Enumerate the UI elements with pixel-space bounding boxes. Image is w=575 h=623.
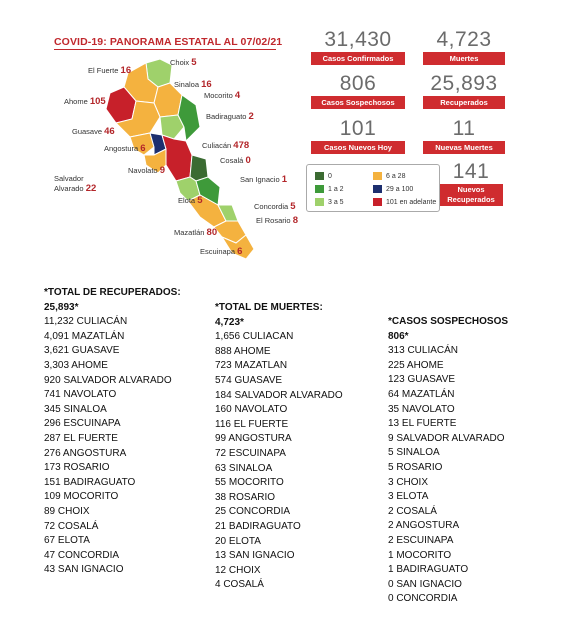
list-muertes-total: 4,723* xyxy=(215,316,244,328)
list-item: 63 SINALOA xyxy=(215,462,273,474)
map-label-el-rosario: El Rosario 8 xyxy=(256,215,298,226)
stat-sospechosos xyxy=(310,72,406,109)
list-item: 12 CHOIX xyxy=(215,564,261,576)
list-item: 3 CHOIX xyxy=(388,476,429,488)
list-item: 313 CULIACÁN xyxy=(388,345,459,357)
list-item: 574 GUASAVE xyxy=(215,374,283,386)
list-item: 47 CONCORDIA xyxy=(44,549,120,561)
list-sospechosos xyxy=(388,315,508,607)
stat-confirmados xyxy=(310,28,406,65)
list-item: 43 SAN IGNACIO xyxy=(44,564,124,576)
list-muertes xyxy=(215,301,343,593)
list-item: 2 COSALÁ xyxy=(388,505,437,517)
list-sospechosos-title: *CASOS SOSPECHOSOS xyxy=(388,316,509,327)
legend-swatch xyxy=(315,185,324,193)
map-label-el-fuerte: El Fuerte 16 xyxy=(88,65,132,76)
region-badiraguato xyxy=(178,95,200,141)
legend-swatch xyxy=(315,198,324,206)
list-item: 0 SAN IGNACIO xyxy=(388,578,462,590)
list-item: 741 NAVOLATO xyxy=(44,389,117,401)
legend-item: 101 en adelante xyxy=(373,198,436,206)
stat-nuevos-hoy-value: 101 xyxy=(339,117,377,140)
stat-nuevas-muertes-value: 11 xyxy=(452,117,476,140)
list-sospechosos-rows xyxy=(388,344,508,607)
list-item: 25 CONCORDIA xyxy=(215,506,291,518)
list-sospechosos-total: 806* xyxy=(388,330,409,342)
list-item: 151 BADIRAGUATO xyxy=(44,476,136,488)
stat-recuperados-label: Recuperados xyxy=(423,96,505,109)
stat-muertes-label: Muertes xyxy=(423,52,505,65)
list-item: 184 SALVADOR ALVARADO xyxy=(215,389,343,401)
list-item: 160 NAVOLATO xyxy=(215,404,288,416)
list-item: 99 ANGOSTURA xyxy=(215,433,292,445)
map-label-salvador-alvarado: Salvador xyxy=(54,174,84,183)
map-label-elota: Elota 5 xyxy=(178,195,203,206)
list-item: 89 CHOIX xyxy=(44,505,90,517)
list-item: 4 COSALÁ xyxy=(215,579,264,591)
stat-recuperados-value: 25,893 xyxy=(430,72,498,95)
list-item: 0 CONCORDIA xyxy=(388,593,458,605)
map-label-guasave: Guasave 46 xyxy=(72,126,115,137)
stat-nuevos-recuperados xyxy=(436,160,506,206)
region-cosala xyxy=(190,155,208,181)
list-item: 35 NAVOLATO xyxy=(388,403,455,415)
stat-sospechosos-label: Casos Sospechosos xyxy=(311,96,405,109)
list-item: 116 EL FUERTE xyxy=(215,418,289,430)
list-item: 38 ROSARIO xyxy=(215,491,276,503)
map-label-culiacan: Culiacán 478 xyxy=(202,140,250,151)
list-recuperados-rows xyxy=(44,315,181,578)
list-item: 173 ROSARIO xyxy=(44,462,110,474)
list-item: 2 ESCUINAPA xyxy=(388,534,454,546)
stat-confirmados-label: Casos Confirmados xyxy=(311,52,405,65)
stat-nuevos-recuperados-value: 141 xyxy=(452,160,490,183)
list-item: 21 BADIRAGUATO xyxy=(215,520,301,532)
map-label-cosala: Cosalá 0 xyxy=(220,155,251,166)
legend-swatch xyxy=(373,185,382,193)
list-item: 11,232 CULIACÁN xyxy=(44,316,128,328)
list-item: 723 MAZATLAN xyxy=(215,360,288,372)
list-item: 64 MAZATLÁN xyxy=(388,388,455,400)
list-item: 225 AHOME xyxy=(388,359,444,371)
stat-nuevos-hoy-label: Casos Nuevos Hoy xyxy=(311,141,405,154)
list-item: 2 ANGOSTURA xyxy=(388,520,460,532)
list-item: 55 MOCORITO xyxy=(215,477,284,489)
list-item: 67 ELOTA xyxy=(44,535,90,547)
legend-swatch xyxy=(373,198,382,206)
stat-nuevas-muertes xyxy=(422,117,506,154)
title-underline xyxy=(54,49,276,50)
map-label-san-ignacio: San Ignacio 1 xyxy=(240,174,288,185)
map-label-angostura: Angostura 6 xyxy=(104,143,146,154)
list-item: 109 MOCORITO xyxy=(44,491,119,503)
map-label-sinaloa: Sinaloa 16 xyxy=(174,79,212,90)
legend-item: 6 a 28 xyxy=(373,172,405,180)
list-item: 287 EL FUERTE xyxy=(44,432,118,444)
legend-swatch xyxy=(373,172,382,180)
list-item: 3,621 GUASAVE xyxy=(44,345,120,357)
list-item: 920 SALVADOR ALVARADO xyxy=(44,374,172,386)
list-item: 1,656 CULIACAN xyxy=(215,331,294,343)
list-item: 345 SINALOA xyxy=(44,403,107,415)
list-item: 9 SALVADOR ALVARADO xyxy=(388,432,505,444)
map-legend xyxy=(306,164,440,212)
legend-item: 3 a 5 xyxy=(315,198,344,206)
map-label-choix: Choix 5 xyxy=(170,57,197,68)
stat-muertes xyxy=(422,28,506,65)
list-recuperados-total: 25,893* xyxy=(44,301,79,313)
map-label-salvador-alvarado-line2: Alvarado 22 xyxy=(54,183,97,194)
list-item: 1 MOCORITO xyxy=(388,549,452,561)
list-muertes-title: *TOTAL DE MUERTES: xyxy=(215,302,323,313)
stat-recuperados xyxy=(422,72,506,109)
stat-nuevos-hoy xyxy=(310,117,406,154)
list-muertes-rows xyxy=(215,330,343,593)
stat-sospechosos-value: 806 xyxy=(339,72,377,95)
legend-item: 29 a 100 xyxy=(373,185,413,193)
sinaloa-map xyxy=(50,55,305,270)
list-item: 3 ELOTA xyxy=(388,491,429,503)
map-label-escuinapa: Escuinapa 6 xyxy=(200,246,243,257)
legend-swatch xyxy=(315,172,324,180)
stat-confirmados-value: 31,430 xyxy=(324,28,392,51)
map-label-concordia: Concordia 5 xyxy=(254,201,296,212)
list-item: 296 ESCUINAPA xyxy=(44,418,121,430)
list-item: 123 GUASAVE xyxy=(388,374,456,386)
stat-nuevos-recuperados-label: Nuevos Recuperados xyxy=(439,184,503,206)
list-item: 1 BADIRAGUATO xyxy=(388,564,469,576)
list-item: 72 ESCUINAPA xyxy=(215,447,286,459)
map-label-mazatlan: Mazatlán 80 xyxy=(174,227,218,238)
list-recuperados-title: *TOTAL DE RECUPERADOS: xyxy=(44,287,181,298)
list-recuperados xyxy=(44,286,181,578)
list-item: 72 COSALÁ xyxy=(44,520,99,532)
list-item: 5 SINALOA xyxy=(388,447,440,459)
list-item: 276 ANGOSTURA xyxy=(44,447,127,459)
legend-item: 0 xyxy=(315,172,332,180)
list-item: 5 ROSARIO xyxy=(388,461,443,473)
list-item: 13 EL FUERTE xyxy=(388,418,457,430)
legend-item: 1 a 2 xyxy=(315,185,344,193)
map-label-mocorito: Mocorito 4 xyxy=(204,90,241,101)
list-item: 888 AHOME xyxy=(215,345,271,357)
page-title: COVID-19: PANORAMA ESTATAL AL 07/02/21 xyxy=(54,36,283,48)
list-item: 13 SAN IGNACIO xyxy=(215,550,295,562)
map-label-navolato: Navolato 9 xyxy=(128,165,165,176)
list-item: 20 ELOTA xyxy=(215,535,261,547)
map-label-badiraguato: Badiraguato 2 xyxy=(206,111,254,122)
stat-muertes-value: 4,723 xyxy=(436,28,492,51)
list-item: 4,091 MAZATLÁN xyxy=(44,330,125,342)
list-item: 3,303 AHOME xyxy=(44,359,108,371)
stat-nuevas-muertes-label: Nuevas Muertes xyxy=(423,141,505,154)
map-label-ahome: Ahome 105 xyxy=(64,96,106,107)
